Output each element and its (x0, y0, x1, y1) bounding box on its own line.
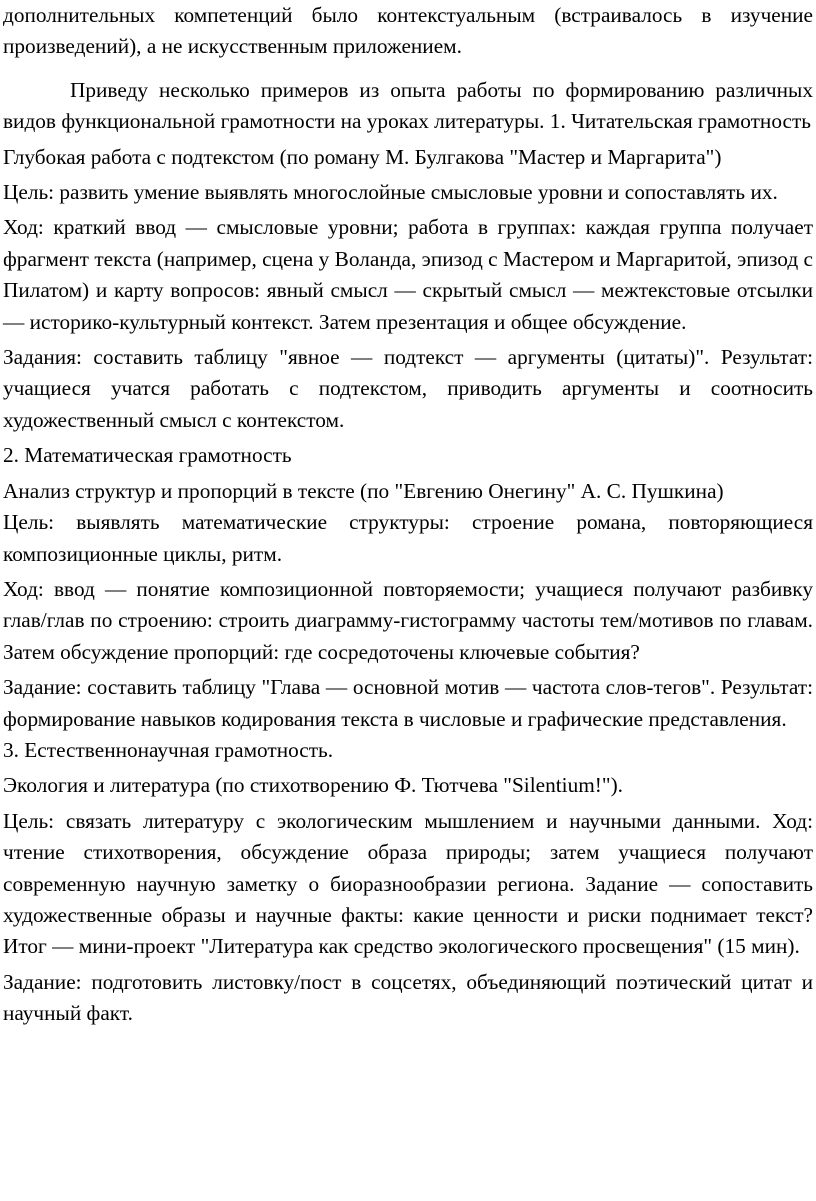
paragraph-goal-3: Цель: связать литературу с экологическим мышлением и научными данными. Ход: чтение стихотворения, обсуждение образа природы; затем учащиеся получают современную научную заметку о биоразнообразии региона. Задание — сопоставить художественные образы и научные факты: какие ценности и риски поднимает текст? Итог — мини-проект "Литература как средство экологического просвещения" (15 мин). (3, 808, 813, 959)
paragraph-goal-2: Цель: выявлять математические структуры: строение романа, повторяющиеся композиционные циклы, ритм. (3, 510, 813, 566)
paragraph-tasks-2: Задание: составить таблицу "Глава — основной мотив — частота слов-тегов". Результат: формирование навыков кодирования текста в числовые и графические представления. (3, 675, 813, 731)
paragraph-goal-1: Цель: развить умение выявлять многослойные смысловые уровни и сопоставлять их. (3, 180, 778, 205)
heading-math-literacy: 2. Математическая грамотность (3, 443, 292, 468)
heading-subtext-work: Глубокая работа с подтекстом (по роману М. Булгакова "Мастер и Маргарита") (3, 144, 722, 169)
heading-science-literacy: 3. Естественнонаучная грамотность. (3, 737, 334, 762)
paragraph-intro-continuation: дополнительных компетенций было контекстуальным (встраивалось в изучение произведений), а не искусственным приложением. (3, 3, 813, 59)
heading-structure-analysis: Анализ структур и пропорций в тексте (по "Евгению Онегину" А. С. Пушкина) (3, 478, 724, 503)
paragraph-process-2: Ход: ввод — понятие композиционной повторяемости; учащиеся получают разбивку глав/глав по строению: строить диаграмму-гистограмму частоты тем/мотивов по главам. Затем обсуждение пропорций: где сосредоточены ключевые события? (3, 576, 813, 664)
paragraph-examples-intro: Приведу несколько примеров из опыта работы по формированию различных видов функциональной грамотности на уроках литературы. 1. Читательская грамотность (3, 77, 813, 134)
paragraph-tasks-1: Задания: составить таблицу "явное — подтекст — аргументы (цитаты)". Результат: учащиеся учатся работать с подтекстом, приводить аргументы и соотносить художественный смысл с контекстом. (3, 345, 813, 432)
heading-ecology-literature: Экология и литература (по стихотворению Ф. Тютчева "Silentium!"). (3, 773, 623, 798)
paragraph-tasks-3: Задание: подготовить листовку/пост в соцсетях, объединяющий поэтический цитат и научный факт. (3, 969, 813, 1026)
paragraph-process-1: Ход: краткий ввод — смысловые уровни; работа в группах: каждая группа получает фрагмент текста (например, сцена у Воланда, эпизод с Мастером и Маргаритой, эпизод с Пилатом) и карту вопросов: явный смысл — скрытый смысл — межтекстовые отсылки — историко-культурный контекст. Затем презентация и общее обсуждение. (3, 215, 813, 334)
